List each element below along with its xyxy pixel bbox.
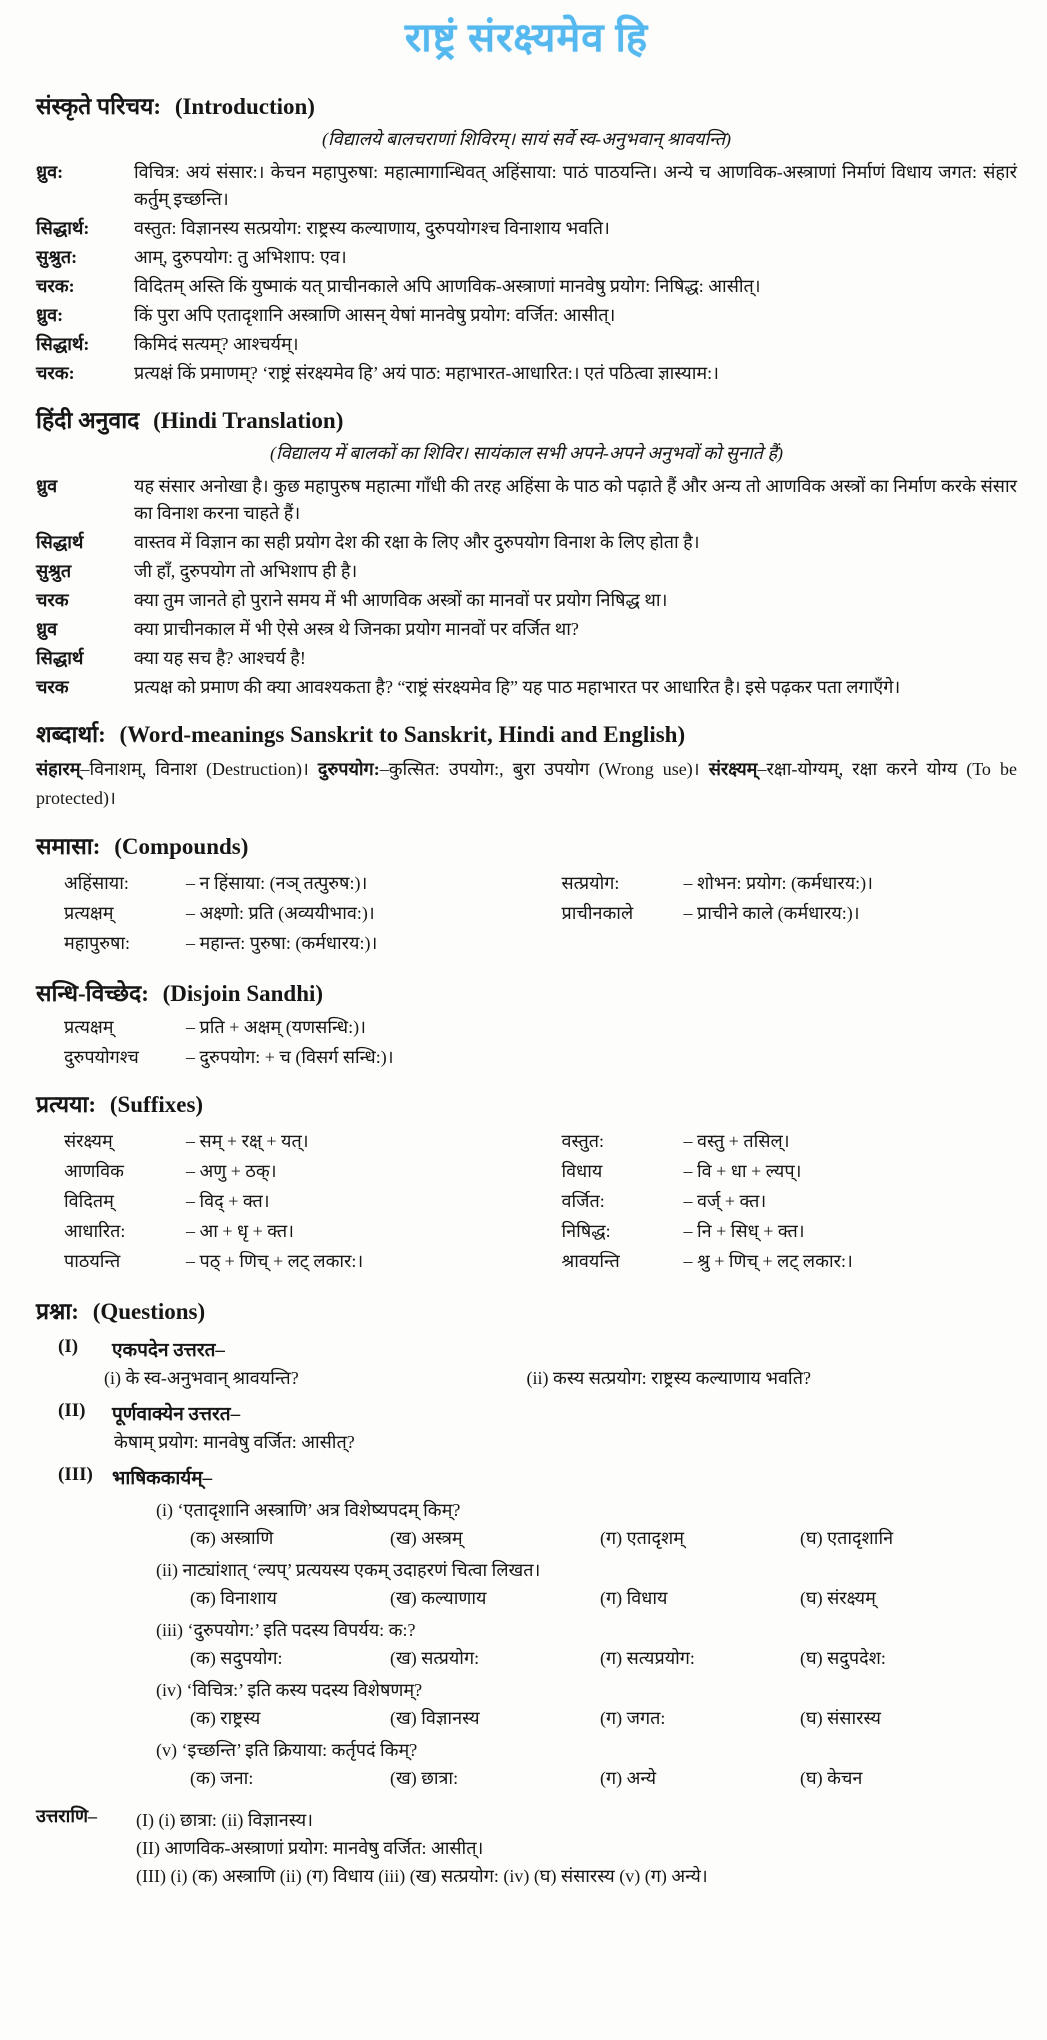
mcq-option: (ख) अस्त्रम् <box>390 1527 463 1548</box>
suffix-formula: – अणु + ठक्। <box>186 1160 277 1181</box>
questions-heading <box>36 1294 1017 1326</box>
question-1-heading <box>58 1336 1017 1362</box>
compound-row <box>534 900 1018 927</box>
mcq-options <box>190 1646 1017 1670</box>
section-suffixes <box>36 1087 1017 1278</box>
suffix-formula: – वर्ज् + क्त। <box>683 1190 767 1211</box>
speaker-name: चरक <box>36 677 69 697</box>
compound-definition: – महान्त: पुरुषा: (कर्मधारय:)। <box>186 932 378 953</box>
suffixes-columns <box>36 1125 1017 1278</box>
sandhi-heading-hindi: सन्धि-विच्छेद: <box>36 980 149 1006</box>
mcq-option: (क) अस्त्राणि <box>190 1527 274 1548</box>
mcq-option: (ग) सत्यप्रयोग: <box>600 1647 695 1668</box>
suffix-formula: – वि + धा + ल्यप्। <box>683 1160 802 1181</box>
speaker-name: चरक: <box>36 276 75 296</box>
question-3-label: भाषिककार्यम्– <box>112 1467 213 1489</box>
speaker-name: सिद्धार्थ <box>36 532 84 552</box>
question-3-number: (III) <box>58 1463 93 1485</box>
mcq-options <box>190 1706 1017 1730</box>
mcq-question: (iii) ‘दुरुपयोग:’ इति पदस्य विपर्यय: क:? <box>156 1619 416 1640</box>
mcq-question: (iv) ‘विचित्र:’ इति कस्य पदस्य विशेषणम्? <box>156 1679 423 1700</box>
dialogue-row <box>36 273 1017 300</box>
question-2-number: (II) <box>58 1399 86 1421</box>
section-word-meanings <box>36 717 1017 813</box>
speaker-name: ध्रुव: <box>36 305 64 325</box>
sandhi-row <box>36 1014 1017 1041</box>
suffixes-left-column <box>36 1125 520 1278</box>
dialogue-text: आम्, दुरुपयोग: तु अभिशाप: एव। <box>134 247 347 267</box>
compound-definition: – प्राचीने काले (कर्मधारय:)। <box>683 902 860 923</box>
speaker-name: ध्रुव: <box>36 162 64 182</box>
hindi-heading-hindi: हिंदी अनुवाद <box>36 408 140 433</box>
suffix-row <box>36 1188 520 1215</box>
word-term: संरक्ष्यम् <box>708 759 758 779</box>
dialogue-text: क्या प्राचीनकाल में भी ऐसे अस्त्र थे जिनका प्रयोग मानवों पर वर्जित था? <box>134 619 579 639</box>
suffix-row <box>36 1128 520 1155</box>
section-compounds <box>36 829 1017 960</box>
dialogue-text: प्रत्यक्षं किं प्रमाणम्? ‘राष्ट्रं संरक्ष्यमेव हि’ अयं पाठ: महाभारत-आधारित:। एतं पठित्वा ज्ञास्याम:। <box>134 363 719 383</box>
speaker-name: सुश्रुत: <box>36 247 78 267</box>
compound-row <box>36 930 520 957</box>
answers-lines <box>136 1804 1017 1892</box>
mcq-option: (ख) सत्प्रयोग: <box>390 1647 480 1668</box>
suffix-row <box>36 1158 520 1185</box>
questions-heading-hindi: प्रश्ना: <box>36 1298 79 1324</box>
suffix-term: आधारित: <box>64 1220 126 1241</box>
sandhi-term: प्रत्यक्षम् <box>64 1016 114 1037</box>
section-sandhi <box>36 976 1017 1071</box>
mcq-option: (ग) विधाय <box>600 1587 668 1608</box>
mcq-option: (घ) एतादृशानि <box>800 1527 894 1548</box>
compounds-left-column <box>36 867 520 960</box>
mcq-option: (क) जना: <box>190 1767 254 1788</box>
intro-stage-direction: (विद्यालये बालचराणां शिविरम्। सायं सर्वे स्व-अनुभवान् श्रावयन्ति) <box>322 129 731 149</box>
dialogue-row <box>36 616 1017 643</box>
intro-heading-english: (Introduction) <box>174 94 315 119</box>
mcq-options <box>190 1526 1017 1550</box>
sandhi-definition: – प्रति + अक्षम् (यणसन्धि:)। <box>186 1016 366 1037</box>
speaker-name: सुश्रुत <box>36 561 72 581</box>
mcq-question: (ii) नाट्यांशात् ‘ल्यप्’ प्रत्ययस्य एकम् उदाहरणं चित्वा लिखत। <box>156 1559 541 1580</box>
suffix-row <box>534 1128 1018 1155</box>
dialogue-row <box>36 558 1017 585</box>
mcq-option: (क) सदुपयोग: <box>190 1647 283 1668</box>
sandhi-heading <box>36 976 1017 1008</box>
question-2-heading <box>58 1400 1017 1426</box>
sandhi-definition: – दुरुपयोग: + च (विसर्ग सन्धि:)। <box>186 1046 394 1067</box>
compounds-heading-hindi: समासा: <box>36 833 101 859</box>
intro-heading <box>36 89 1017 121</box>
dialogue-text: क्या यह सच है? आश्चर्य है! <box>134 648 306 668</box>
suffix-row <box>534 1248 1018 1275</box>
dialogue-text: विचित्र: अयं संसार:। केचन महापुरुषा: महात्मागान्धिवत् अहिंसाया: पाठं पाठयन्ति। अन्ये च आणविक-अस्त्राणां निर्माणं विधाय जगत: संहारं कर्तुम् इच्छन्ति। <box>134 162 1017 209</box>
dialogue-text: यह संसार अनोखा है। कुछ महापुरुष महात्मा गाँधी की तरह अहिंसा के पाठ को पढ़ाते हैं और अन्य तो आणविक अस्त्रों का निर्माण करके संसार का विनाश करना चाहते हैं। <box>134 476 1017 523</box>
sandhi-heading-english: (Disjoin Sandhi) <box>162 980 324 1006</box>
question-1-item: (ii) कस्य सत्प्रयोग: राष्ट्रस्य कल्याणाय भवति? <box>526 1367 811 1388</box>
speaker-name: सिद्धार्थ: <box>36 218 90 238</box>
mcq-option: (ग) जगत: <box>600 1707 666 1728</box>
lesson-title: राष्ट्रं संरक्ष्यमेव हि <box>404 15 649 60</box>
suffix-term: पाठयन्ति <box>64 1250 121 1271</box>
question-1-items <box>36 1366 1017 1390</box>
suffix-formula: – विद् + क्त। <box>186 1190 270 1211</box>
suffix-formula: – आ + धृ + क्त। <box>186 1220 294 1241</box>
mcq-option: (घ) सदुपदेश: <box>800 1647 886 1668</box>
mcq-option: (घ) केचन <box>800 1767 863 1788</box>
suffix-term: वस्तुत: <box>561 1130 605 1151</box>
answer-line: (I) (i) छात्रा: (ii) विज्ञानस्य। <box>136 1809 313 1830</box>
speaker-name: चरक: <box>36 363 75 383</box>
word-term: संहारम् <box>36 759 81 779</box>
section-sanskrit-intro <box>36 89 1017 387</box>
dialogue-text: वास्तव में विज्ञान का सही प्रयोग देश की रक्षा के लिए और दुरुपयोग विनाश के लिए होता है। <box>134 532 700 552</box>
section-hindi-translation <box>36 403 1017 701</box>
question-2-text: केषाम् प्रयोग: मानवेषु वर्जित: आसीत्? <box>114 1431 355 1452</box>
suffix-term: निषिद्ध: <box>561 1220 611 1241</box>
intro-heading-hindi: संस्कृते परिचय: <box>36 94 162 119</box>
compound-definition: – शोभन: प्रयोग: (कर्मधारय:)। <box>683 872 873 893</box>
dialogue-row <box>36 645 1017 672</box>
suffix-formula: – श्रु + णिच् + लट् लकार:। <box>683 1250 853 1271</box>
dialogue-text: किं पुरा अपि एतादृशानि अस्त्राणि आसन् येषां मानवेषु प्रयोग: वर्जित: आसीत्। <box>134 305 616 325</box>
dialogue-row <box>36 159 1017 213</box>
suffixes-heading <box>36 1087 1017 1119</box>
mcq-option: (क) विनाशाय <box>190 1587 277 1608</box>
word-def: –विनाशम्, विनाश (Destruction)। <box>80 759 318 779</box>
answer-line: (II) आणविक-अस्त्राणां प्रयोग: मानवेषु वर्जित: आसीत्। <box>136 1837 484 1858</box>
section-answers <box>36 1804 1017 1892</box>
speaker-name: चरक <box>36 590 69 610</box>
question-1-number: (I) <box>58 1335 79 1357</box>
compounds-columns <box>36 867 1017 960</box>
suffixes-right-column <box>534 1125 1018 1278</box>
section-questions <box>36 1294 1017 1790</box>
mcq-option: (ख) विज्ञानस्य <box>390 1707 480 1728</box>
mcq-question: (i) ‘एतादृशानि अस्त्राणि’ अत्र विशेष्यपदम् किम्? <box>156 1499 461 1520</box>
mcq-options <box>190 1766 1017 1790</box>
compound-term: सत्प्रयोग: <box>561 872 620 893</box>
hindi-heading <box>36 403 1017 435</box>
word-meanings-text <box>36 755 1017 813</box>
mcq-option: (घ) संरक्ष्यम् <box>800 1587 876 1608</box>
compound-term: अहिंसाया: <box>64 872 129 893</box>
word-def: –कुत्सित: उपयोग:, बुरा उपयोग (Wrong use)। <box>379 759 709 779</box>
dialogue-text: किमिदं सत्यम्? आश्चर्यम्। <box>134 334 299 354</box>
suffix-row <box>36 1248 520 1275</box>
question-3-heading <box>58 1464 1017 1490</box>
mcq-block <box>156 1498 1017 1790</box>
speaker-name: सिद्धार्थ: <box>36 334 90 354</box>
dialogue-row <box>36 587 1017 614</box>
dialogue-text: वस्तुत: विज्ञानस्य सत्प्रयोग: राष्ट्रस्य कल्याणाय, दुरुपयोगश्च विनाशाय भवति। <box>134 218 610 238</box>
mcq-question: (v) ‘इच्छन्ति’ इति क्रियाया: कर्तृपदं किम्? <box>156 1739 418 1760</box>
dialogue-row <box>36 302 1017 329</box>
suffix-formula: – पठ् + णिच् + लट् लकार:। <box>186 1250 364 1271</box>
hindi-heading-english: (Hindi Translation) <box>153 408 344 433</box>
dialogue-text: विदितम् अस्ति किं युष्माकं यत् प्राचीनकाले अपि आणविक-अस्त्राणां मानवेषु प्रयोग: निषिद्ध: आसीत्। <box>134 276 761 296</box>
mcq-option: (क) राष्ट्रस्य <box>190 1707 261 1728</box>
compound-definition: – अक्ष्णो: प्रति (अव्ययीभाव:)। <box>186 902 375 923</box>
suffix-term: विधाय <box>561 1160 603 1181</box>
mcq-option: (ख) कल्याणाय <box>390 1587 487 1608</box>
word-meanings-heading-english: (Word-meanings Sanskrit to Sanskrit, Hindi and English) <box>119 722 686 747</box>
speaker-name: सिद्धार्थ <box>36 648 84 668</box>
sandhi-row <box>36 1044 1017 1071</box>
suffix-formula: – सम् + रक्ष् + यत्। <box>186 1130 309 1151</box>
compound-row <box>36 870 520 897</box>
compound-term: महापुरुषा: <box>64 932 131 953</box>
sandhi-term: दुरुपयोगश्च <box>64 1046 139 1067</box>
compounds-heading-english: (Compounds) <box>114 833 249 859</box>
mcq-option: (ग) एतादृशम् <box>600 1527 685 1548</box>
dialogue-text: प्रत्यक्ष को प्रमाण की क्या आवश्यकता है? “राष्ट्रं संरक्ष्यमेव हि” यह पाठ महाभारत पर आधारित है। इसे पढ़कर पता लगाएँगे। <box>134 677 901 697</box>
dialogue-row <box>36 360 1017 387</box>
answer-line: (III) (i) (क) अस्त्राणि (ii) (ग) विधाय (iii) (ख) सत्प्रयोग: (iv) (घ) संसारस्य (v) (ग) अन्ये। <box>136 1865 708 1886</box>
compound-definition: – न हिंसाया: (नञ् तत्पुरुष:)। <box>186 872 368 893</box>
suffix-row <box>36 1218 520 1245</box>
mcq-option: (ग) अन्ये <box>600 1767 657 1788</box>
mcq-option: (ख) छात्रा: <box>390 1767 459 1788</box>
suffix-term: संरक्ष्यम् <box>64 1130 113 1151</box>
mcq-options <box>190 1586 1017 1610</box>
suffix-term: आणविक <box>64 1160 124 1181</box>
compound-term: प्राचीनकाले <box>561 902 634 923</box>
answers-label: उत्तराणि– <box>36 1805 98 1826</box>
dialogue-row <box>36 529 1017 556</box>
suffixes-heading-hindi: प्रत्यया: <box>36 1091 97 1117</box>
compounds-right-column <box>534 867 1018 960</box>
compound-row <box>36 900 520 927</box>
speaker-name: ध्रुव <box>36 476 58 496</box>
suffix-term: वर्जित: <box>561 1190 605 1211</box>
word-term: दुरुपयोग: <box>317 759 380 779</box>
suffixes-heading-english: (Suffixes) <box>109 1091 204 1117</box>
suffix-term: श्रावयन्ति <box>561 1250 620 1271</box>
compounds-heading <box>36 829 1017 861</box>
mcq-option: (घ) संसारस्य <box>800 1707 881 1728</box>
suffix-row <box>534 1218 1018 1245</box>
dialogue-row <box>36 674 1017 701</box>
hindi-stage-direction: (विद्यालय में बालकों का शिविर। सायंकाल सभी अपने-अपने अनुभवों को सुनाते हैं) <box>270 443 783 463</box>
dialogue-text: जी हाँ, दुरुपयोग तो अभिशाप ही है। <box>134 561 358 581</box>
compound-term: प्रत्यक्षम् <box>64 902 114 923</box>
dialogue-row <box>36 473 1017 527</box>
dialogue-text: क्या तुम जानते हो पुराने समय में भी आणविक अस्त्रों का मानवों पर प्रयोग निषिद्ध था। <box>134 590 668 610</box>
speaker-name: ध्रुव <box>36 619 58 639</box>
question-1-item: (i) के स्व-अनुभवान् श्रावयन्ति? <box>104 1367 299 1388</box>
suffix-term: विदितम् <box>64 1190 114 1211</box>
question-2-label: पूर्णवाक्येन उत्तरत– <box>112 1403 241 1425</box>
dialogue-row <box>36 244 1017 271</box>
compound-row <box>534 870 1018 897</box>
dialogue-row <box>36 215 1017 242</box>
question-1-label: एकपदेन उत्तरत– <box>112 1339 225 1361</box>
word-meanings-heading <box>36 717 1017 749</box>
questions-heading-english: (Questions) <box>92 1298 206 1324</box>
suffix-formula: – नि + सिध् + क्त। <box>683 1220 805 1241</box>
word-def: –रक्षा-योग्यम्, रक्षा करने योग्य (To be protected)। <box>36 759 1017 808</box>
word-meanings-heading-hindi: शब्दार्था: <box>36 722 106 747</box>
dialogue-row <box>36 331 1017 358</box>
suffix-row <box>534 1158 1018 1185</box>
suffix-formula: – वस्तु + तसिल्। <box>683 1130 790 1151</box>
suffix-row <box>534 1188 1018 1215</box>
